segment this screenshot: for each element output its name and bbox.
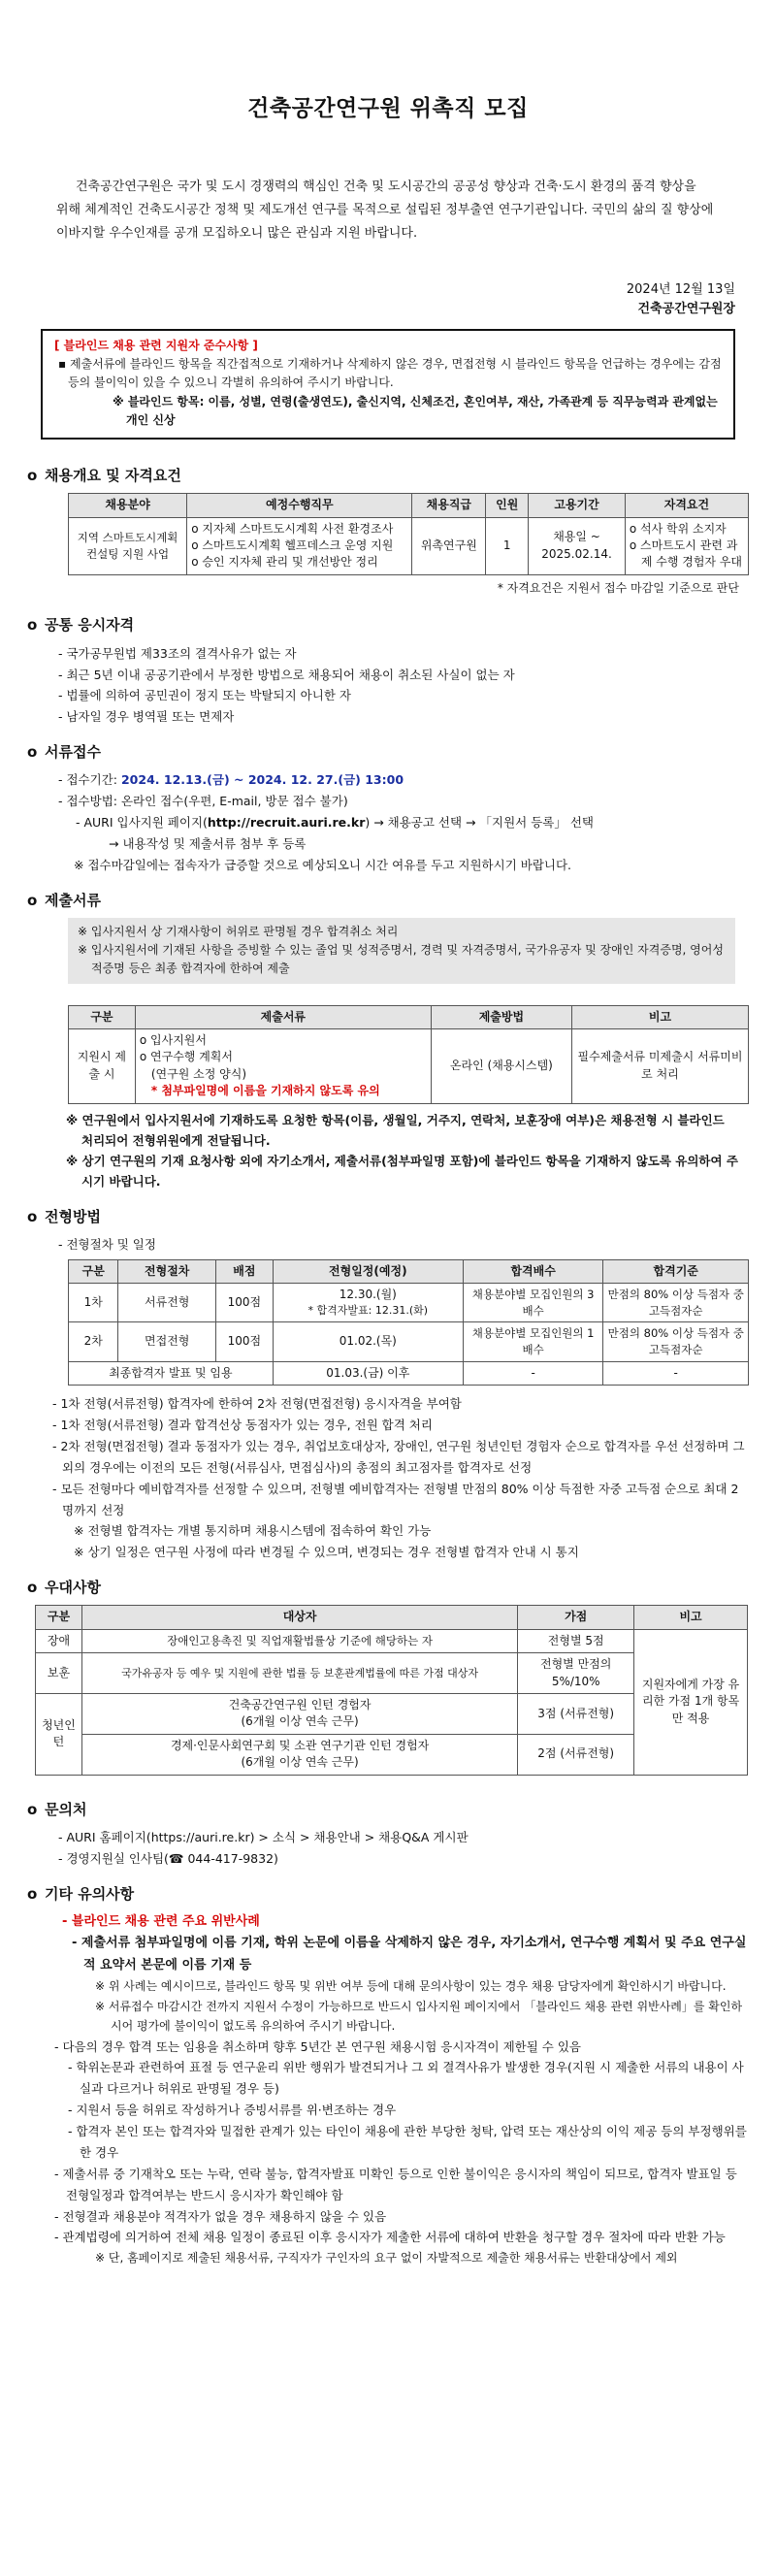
- selection-note: ※ 전형별 합격자는 개별 통지하며 채용시스템에 접속하여 확인 가능: [74, 1523, 432, 1539]
- section-title-selection: o 전형방법: [27, 1207, 101, 1225]
- violation-heading: - 블라인드 채용 관련 주요 위반사례: [62, 1913, 260, 1929]
- remark-cell: 지원자에게 가장 유리한 가점 1개 항목만 적용: [634, 1629, 748, 1775]
- list-item: - 학위논문과 관련하여 표절 등 연구윤리 위반 행위가 발견되거나 그 외 결격사유가 발생한 경우(지원 시 제출한 서류의 내용이 사실과 다르거나 허위로 판명될 경우 등): [68, 2060, 744, 2097]
- section-title-other: o 기타 유의사항: [27, 1884, 135, 1903]
- table-header: 자격요건: [625, 494, 748, 517]
- table-header: 구분: [36, 1606, 82, 1629]
- qual-item: o 스마트도시 관련 과제 수행 경험자 우대: [629, 538, 743, 570]
- table-header-row: [36, 1606, 748, 1629]
- target-cell: 건축공간연구원 인턴 경험자 (6개월 이상 연속 근무): [81, 1693, 517, 1734]
- docs-cell: [135, 1028, 431, 1103]
- count-cell: 1: [486, 517, 529, 574]
- multiple-cell: -: [463, 1361, 603, 1385]
- stage-cell: 2차: [69, 1322, 118, 1361]
- documents-after-note: ※ 상기 연구원의 기재 요청사항 외에 자기소개서, 제출서류(첨부파일명 포함)에 블라인드 항목을 기재하지 않도록 유의하여 주시기 바랍니다.: [66, 1154, 739, 1190]
- points-cell: 전형별 5점: [518, 1629, 634, 1652]
- field-cell: 지역 스마트도시계획 컨설팅 지원 사업: [69, 517, 187, 574]
- step-cell: 면접전형: [118, 1322, 215, 1361]
- violation-note: ※ 위 사례는 예시이므로, 블라인드 항목 및 위반 여부 등에 대해 문의사항이 있는 경우 채용 담당자에게 확인하시기 바랍니다.: [95, 1979, 727, 1994]
- rank-cell: 위촉연구원: [412, 517, 486, 574]
- list-item: - 제출서류 중 기재착오 또는 누락, 연락 불능, 합격자발표 미확인 등으로 인한 불이익은 응시자의 책임이 되므로, 합격자 발표일 등 전형일정과 합격여부는 반드시 응시자가 확인해야 함: [54, 2166, 737, 2202]
- list-item: - 남자일 경우 병역필 또는 면제자: [58, 709, 235, 725]
- list-item: - 1차 전형(서류전형) 결과 합격선상 동점자가 있는 경우, 전원 합격 처리: [52, 1418, 433, 1433]
- list-item: - 2차 전형(면접전형) 결과 동점자가 있는 경우, 취업보호대상자, 장애인, 연구원 청년인턴 경험자 순으로 합격자를 우선 선정하며 그 외의 경우에는 이전의 모든 전형(서류심사, 면접심사)의 총점의 최고점자를 합격자로 선정: [52, 1438, 745, 1475]
- documents-notice-box: [68, 918, 735, 984]
- duty-item: o 승인 지자체 관리 및 개선방안 정리: [191, 555, 378, 570]
- table-header-row: [69, 1259, 749, 1283]
- list-item: - 최근 5년 이내 공공기관에서 부정한 방법으로 채용되어 채용이 취소된 사실이 없는 자: [58, 667, 515, 682]
- table-header: 대상자: [81, 1606, 517, 1629]
- list-item: - 전형결과 채용분야 적격자가 없을 경우 채용하지 않을 수 있음: [54, 2208, 387, 2224]
- list-item: - 다음의 경우 합격 또는 임용을 취소하며 향후 5년간 본 연구원 채용시험 응시자격이 제한될 수 있음: [54, 2038, 581, 2054]
- target-cell: 장애인고용촉진 및 직업재활법률상 기준에 해당하는 자: [81, 1629, 517, 1652]
- quals-cell: [625, 517, 748, 574]
- table-header: 인원: [486, 494, 529, 517]
- target-cell: 국가유공자 등 예우 및 지원에 관한 법률 등 보훈관계법률에 따른 가점 대상자: [81, 1653, 517, 1694]
- blind-notice-title: [ 블라인드 채용 관련 지원자 준수사항 ]: [54, 339, 258, 353]
- violation-example: - 제출서류 첨부파일명에 이름 기재, 학위 논문에 이름을 삭제하지 않은 경우, 자기소개서, 연구수행 계획서 및 주요 연구실적 요약서 본문에 이름 기재 등: [72, 1935, 747, 1973]
- overview-table-wrap: [68, 493, 749, 575]
- table-header: 제출방법: [431, 1005, 571, 1028]
- list-item: - 관계법령에 의거하여 전체 채용 일정이 종료된 이후 응시자가 제출한 서류에 대하여 반환을 청구할 경우 절차에 따라 반환 가능: [54, 2230, 726, 2245]
- multiple-cell: 채용분야별 모집인원의 1배수: [463, 1322, 603, 1361]
- overview-table: [68, 493, 749, 575]
- table-row: [69, 1028, 749, 1103]
- schedule-cell: 01.02.(목): [273, 1322, 463, 1361]
- table-header: 구분: [69, 1259, 118, 1283]
- return-note: ※ 단, 홈페이지로 제출된 채용서류, 구직자가 구인자의 요구 없이 자발적으로 제출한 채용서류는 반환대상에서 제외: [95, 2251, 678, 2266]
- documents-notice-item: ※ 입사지원서에 기재된 사항을 증빙할 수 있는 졸업 및 성적증명서, 경력 및 자격증명서, 국가유공자 및 장애인 자격증명, 영어성적증명 등은 최종 합격자에 한하여 제출: [78, 943, 724, 976]
- standard-cell: -: [603, 1361, 749, 1385]
- documents-after-note: ※ 연구원에서 입사지원서에 기재하도록 요청한 항목(이름, 생월일, 거주지, 연락처, 보훈장애 여부)은 채용전형 시 블라인드 처리되어 전형위원에게 전달됩니다.: [66, 1112, 725, 1148]
- selection-table-wrap: [68, 1259, 749, 1386]
- period-cell: 채용일 ~ 2025.02.14.: [529, 517, 626, 574]
- section-title-eligibility: o 공통 응시자격: [27, 616, 135, 635]
- section-title-overview: o 채용개요 및 자격요건: [27, 467, 181, 484]
- list-item: - 합격자 본인 또는 합격자와 밀접한 관계가 있는 타인이 채용에 관한 부당한 청탁, 압력 또는 재산상의 이익 제공 등의 부정행위를 한 경우: [68, 2124, 747, 2160]
- blind-notice-box: [41, 329, 735, 440]
- points-cell: 전형별 만점의 5%/10%: [518, 1653, 634, 1694]
- doc-item: o 연구수행 계획서: [139, 1050, 233, 1064]
- documents-table-wrap: [68, 1005, 749, 1104]
- table-header: 구분: [69, 1005, 136, 1028]
- blind-notice-item: ▪ 제출서류에 블라인드 항목을 직간접적으로 기재하거나 삭제하지 않은 경우, 면접전형 시 블라인드 항목을 언급하는 경우에는 감점 등의 불이익이 있을 수 있으니 각별히 유의하여 주시기 바랍니다.: [58, 357, 722, 390]
- page-title: 건축공간연구원 위촉직 모집: [247, 96, 529, 121]
- stage-cell: 1차: [69, 1284, 118, 1322]
- points-cell: 3점 (서류전형): [518, 1693, 634, 1734]
- table-header: 고용기간: [529, 494, 626, 517]
- table-row: [69, 1361, 749, 1385]
- violation-note: ※ 서류접수 마감시간 전까지 지원서 수정이 가능하므로 반드시 입사지원 페이지에서 「블라인드 채용 관련 위반사례」를 확인하시어 평가에 불이익이 없도록 유의하여 주시기 바랍니다.: [95, 1999, 743, 2034]
- kind-cell: 장애: [36, 1629, 82, 1652]
- points-cell: 2점 (서류전형): [518, 1734, 634, 1775]
- kind-cell: 청년인턴: [36, 1693, 82, 1775]
- table-header: 배점: [215, 1259, 273, 1283]
- application-note: ※ 접수마감일에는 접속자가 급증할 것으로 예상되오니 시간 여유를 두고 지원하시기 바랍니다.: [74, 857, 572, 872]
- documents-notice-item: ※ 입사지원서 상 기재사항이 허위로 판명될 경우 합격취소 처리: [78, 925, 399, 939]
- table-row: [69, 1322, 749, 1361]
- table-row: [36, 1629, 748, 1652]
- application-period: - 접수기간: 2024. 12.13.(금) ~ 2024. 12. 27.(금) 13:00: [58, 772, 404, 788]
- application-step-2: → 내용작성 및 제출서류 첨부 후 등록: [109, 836, 307, 852]
- multiple-cell: 채용분야별 모집인원의 3배수: [463, 1284, 603, 1322]
- kind-cell: 지원시 제출 시: [69, 1028, 136, 1103]
- application-step: - AURI 입사지원 페이지(http://recruit.auri.re.kr) → 채용공고 선택 → 「지원서 등록」 선택: [76, 815, 594, 831]
- table-header: 채용직급: [412, 494, 486, 517]
- section-title-documents: o 제출서류: [27, 891, 101, 909]
- qual-item: o 석사 학위 소지자: [629, 521, 727, 536]
- table-header: 전형일정(예정): [273, 1259, 463, 1283]
- contact-item: - 경영지원실 인사팀(☎ 044-417-9832): [58, 1850, 278, 1866]
- final-label-cell: 최종합격자 발표 및 임용: [69, 1361, 274, 1385]
- duties-cell: [187, 517, 412, 574]
- blind-notice-note: ※ 블라인드 항목: 이름, 성별, 연령(출생연도), 출신지역, 신체조건, 혼인여부, 재산, 가족관계 등 직무능력과 관계없는 개인 신상: [113, 394, 718, 427]
- method-cell: 온라인 (채용시스템): [431, 1028, 571, 1103]
- list-item: - 지원서 등을 허위로 작성하거나 증빙서류를 위·변조하는 경우: [68, 2103, 397, 2118]
- doc-warning: * 첨부파일명에 이름을 기재하지 않도록 유의: [150, 1084, 380, 1098]
- duty-item: o 지자체 스마트도시계획 사전 환경조사: [191, 521, 394, 536]
- step-cell: 서류전형: [118, 1284, 215, 1322]
- section-title-application: o 서류접수: [27, 743, 101, 762]
- table-header: 전형절차: [118, 1259, 215, 1283]
- selection-subtitle: - 전형절차 및 일정: [58, 1236, 156, 1252]
- application-period-value: 2024. 12.13.(금) ~ 2024. 12. 27.(금) 13:00: [120, 772, 404, 788]
- documents-table: [68, 1005, 749, 1104]
- intro-paragraph: 건축공간연구원은 국가 및 도시 경쟁력의 핵심인 건축 및 도시공간의 공공성 향상과 건축·도시 환경의 품격 향상을 위해 체계적인 건축도시공간 정책 및 제도개선 연구를 목적으로 설립된 정부출연 연구기관입니다. 국민의 삶의 질 향상에 이바지할 우수인재를 공개 모집하오니 많은 관심과 지원 바랍니다.: [56, 179, 714, 241]
- table-row: [69, 1284, 749, 1322]
- doc-item: (연구원 소정 양식): [150, 1066, 246, 1081]
- standard-cell: 만점의 80% 이상 득점자 중 고득점자순: [603, 1322, 749, 1361]
- score-cell: 100점: [215, 1284, 273, 1322]
- overview-footnote: * 자격요건은 지원서 접수 마감일 기준으로 판단: [497, 580, 739, 595]
- schedule-cell: 01.03.(금) 이후: [273, 1361, 463, 1385]
- application-method: - 접수방법: 온라인 접수(우편, E-mail, 방문 접수 불가): [58, 794, 348, 809]
- list-item: - 모든 전형마다 예비합격자를 선정할 수 있으며, 전형별 예비합격자는 전형별 만점의 80% 이상 득점한 자중 고득점 순으로 최대 2명까지 선정: [52, 1481, 739, 1517]
- table-header: 비고: [634, 1606, 748, 1629]
- table-header: 제출서류: [135, 1005, 431, 1028]
- selection-note: ※ 상기 일정은 연구원 사정에 따라 변경될 수 있으며, 변경되는 경우 전형별 합격자 안내 시 통지: [74, 1545, 579, 1560]
- remark-cell: 필수제출서류 미제출시 서류미비로 처리: [571, 1028, 748, 1103]
- table-header: 가점: [518, 1606, 634, 1629]
- table-header: 예정수행직무: [187, 494, 412, 517]
- target-cell: 경제·인문사회연구회 및 소관 연구기관 인턴 경험자 (6개월 이상 연속 근무): [81, 1734, 517, 1775]
- table-header: 합격배수: [463, 1259, 603, 1283]
- list-item: - 1차 전형(서류전형) 합격자에 한하여 2차 전형(면접전형) 응시자격을 부여함: [52, 1396, 462, 1412]
- section-title-preference: o 우대사항: [27, 1579, 101, 1597]
- table-header-row: [69, 1005, 749, 1028]
- table-header: 채용분야: [69, 494, 187, 517]
- selection-table: [68, 1259, 749, 1386]
- section-title-contact: o 문의처: [27, 1800, 87, 1818]
- list-item: - 법률에 의하여 공민권이 정지 또는 박탈되지 아니한 자: [58, 688, 351, 703]
- announcement-date: 2024년 12월 13일: [626, 281, 735, 297]
- doc-item: o 입사지원서: [139, 1032, 207, 1047]
- table-row: [69, 517, 749, 574]
- announcement-org: 건축공간연구원장: [637, 301, 735, 316]
- preference-table: [35, 1605, 748, 1775]
- duty-item: o 스마트도시계획 헬프데스크 운영 지원: [191, 538, 394, 553]
- list-item: - 국가공무원법 제33조의 결격사유가 없는 자: [58, 645, 297, 661]
- table-header: 비고: [571, 1005, 748, 1028]
- table-header-row: [69, 494, 749, 517]
- schedule-cell: 12.30.(월) * 합격자발표: 12.31.(화): [273, 1284, 463, 1322]
- contact-item: - AURI 홈페이지(https://auri.re.kr) > 소식 > 채용안내 > 채용Q&A 게시판: [58, 1829, 469, 1844]
- table-header: 합격기준: [603, 1259, 749, 1283]
- standard-cell: 만점의 80% 이상 득점자 중 고득점자순: [603, 1284, 749, 1322]
- score-cell: 100점: [215, 1322, 273, 1361]
- kind-cell: 보훈: [36, 1653, 82, 1694]
- recruit-url-link[interactable]: http://recruit.auri.re.kr: [207, 815, 366, 831]
